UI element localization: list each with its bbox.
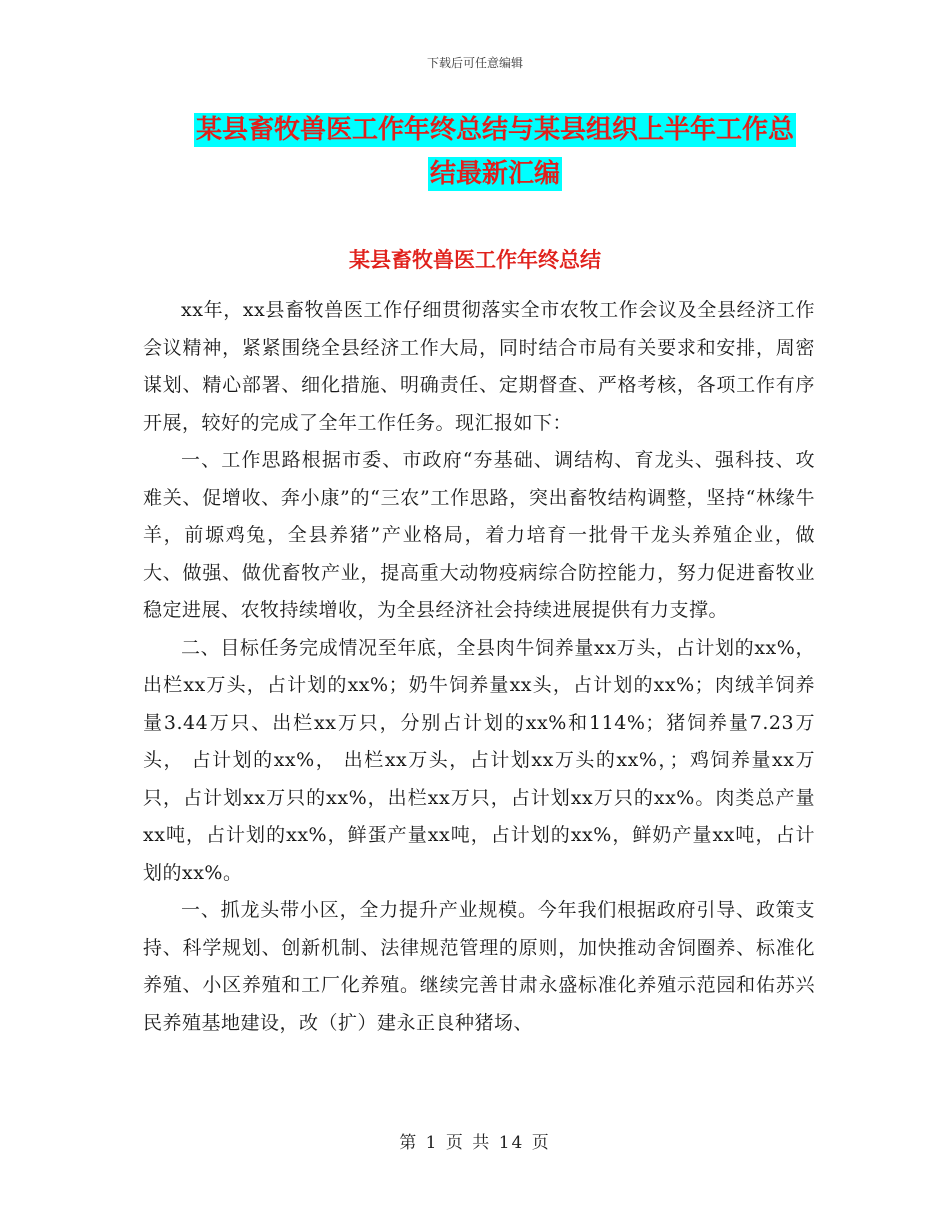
paragraph: 一、抓龙头带小区，全力提升产业规模。今年我们根据政府引导、政策支持、科学规划、创新机制、法律规范管理的原则，加快推动舍饲圈养、标准化养殖、小区养殖和工厂化养殖。继续完善甘肃永盛标准化养殖示范园和佑苏兴民养殖基地建设，改（扩）建永正良种猪场、 [143,899,815,1034]
paragraph: 二、目标任务完成情况至年底，全县肉牛饲养量xx万头，占计划的xx%，出栏xx万头，占计划的xx%；奶牛饲养量xx头，占计划的xx%；肉绒羊饲养量3.44万只、出栏xx万只，分别占计划的xx%和114%；猪饲养量7.23万头， 占计划的xx%， 出栏xx万头，占计划xx万头的xx%，；鸡饲养量xx万只，占计划xx万只的xx%，出栏xx万只，占计划xx万只的xx%。肉类总产量xx吨，占计划的xx%，鲜蛋产量xx吨，占计划的xx%，鲜奶产量xx吨，占计划的xx%。 [143,636,815,884]
document-title [150,108,840,196]
section-title: 某县畜牧兽医工作年终总结 [349,248,601,272]
page-number-footer: 第 1 页 共 14 页 [399,1133,551,1153]
document-title-line-2: 结最新汇编 [429,159,560,189]
paragraph: xx年，xx县畜牧兽医工作仔细贯彻落实全市农牧工作会议及全县经济工作会议精神，紧紧围绕全县经济工作大局，同时结合市局有关要求和安排，周密谋划、精心部署、细化措施、明确责任、定期督查、严格考核，各项工作有序开展，较好的完成了全年工作任务。现汇报如下： [143,299,815,434]
header-note: 下载后可任意编辑 [426,56,523,70]
document-body [143,292,815,1042]
document-title-line-1: 某县畜牧兽医工作年终总结与某县组织上半年工作总 [195,115,794,145]
paragraph: 一、工作思路根据市委、市政府“夯基础、调结构、育龙头、强科技、攻难关、促增收、奔小康”的“三农”工作思路，突出畜牧结构调整，坚持“林缘牛羊，前塬鸡兔，全县养猪”产业格局，着力培育一批骨干龙头养殖企业，做大、做强、做优畜牧产业，提高重大动物疫病综合防控能力，努力促进畜牧业稳定进展、农牧持续增收，为全县经济社会持续进展提供有力支撑。 [143,449,815,621]
